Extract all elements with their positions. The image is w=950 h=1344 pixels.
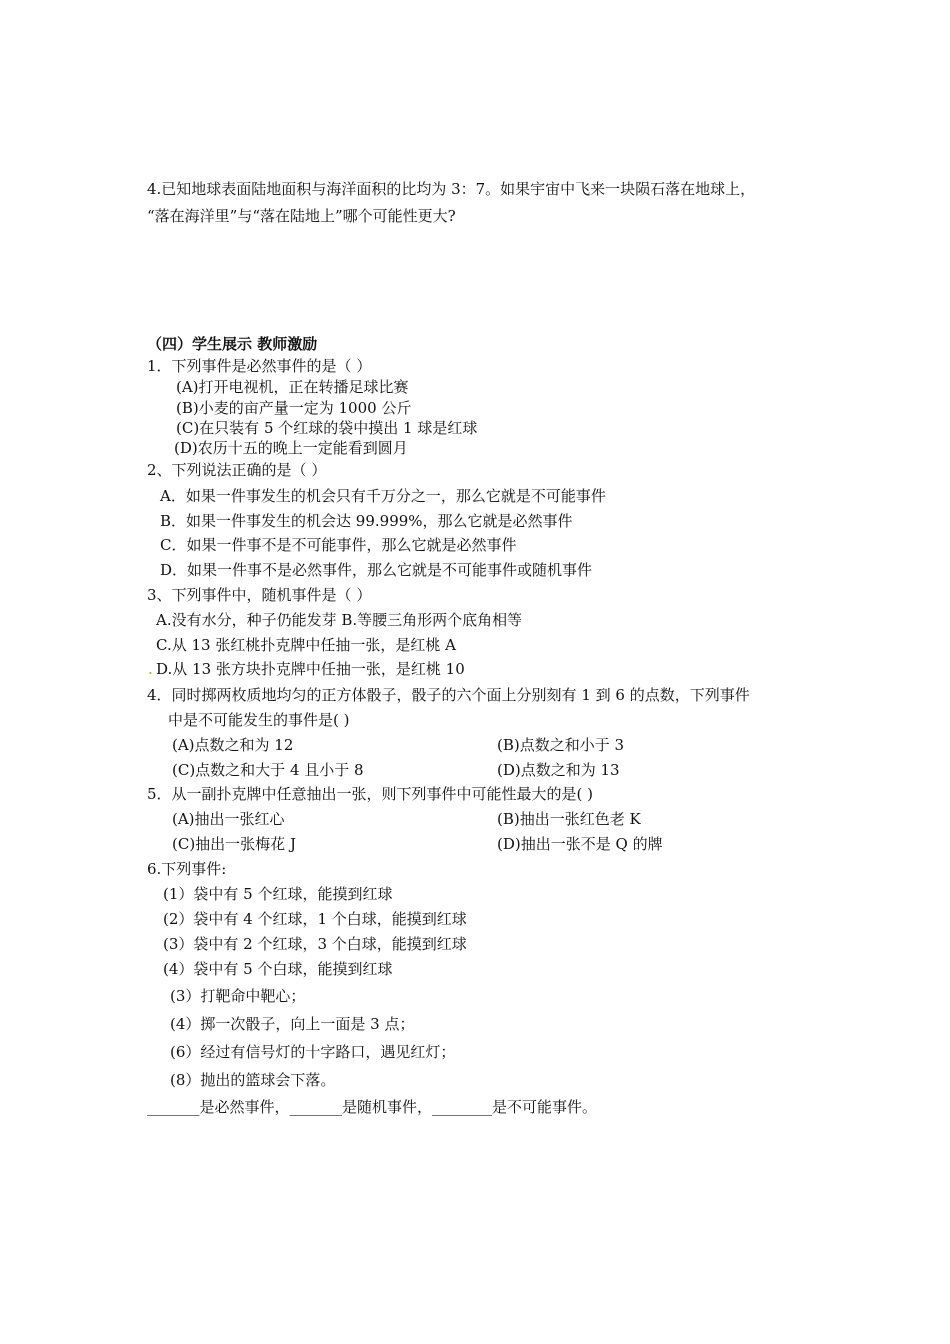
q3-option-c: C.从 13 张红桃扑克牌中任抽一张，是红桃 A — [156, 636, 456, 654]
q5-option-b: (B)抽出一张红色老 K — [497, 810, 641, 828]
q5-option-a: (A)抽出一张红心 — [172, 810, 285, 828]
q4-stem-line2: 中是不可能发生的事件是( ) — [168, 711, 350, 729]
q6-item-7: (6）经过有信号灯的十字路口，遇见红灯； — [170, 1043, 456, 1061]
q5-option-c: (C)抽出一张梅花 J — [172, 835, 296, 853]
q6-item-3: (3）袋中有 2 个红球，3 个白球，能摸到红球 — [163, 935, 467, 953]
q1-option-c: (C)在只装有 5 个红球的袋中摸出 1 球是红球 — [176, 419, 478, 437]
q5-option-d: (D)抽出一张不是 Q 的牌 — [497, 835, 663, 853]
q4-option-a: (A)点数之和为 12 — [172, 736, 294, 754]
q6-item-2: (2）袋中有 4 个红球，1 个白球，能摸到红球 — [163, 910, 467, 928]
q6-item-6: (4）掷一次骰子，向上一面是 3 点； — [170, 1015, 415, 1033]
q5-stem: 5．从一副扑克牌中任意抽出一张，则下列事件中可能性最大的是( ) — [147, 785, 594, 803]
q6-stem: 6.下列事件: — [147, 860, 227, 878]
q1-option-b: (B)小麦的亩产量一定为 1000 公斤 — [176, 399, 412, 417]
q4-intro-line1: 4.已知地球表面陆地面积与海洋面积的比均为 3：7。如果宇宙中飞来一块陨石落在地球上， — [147, 180, 756, 198]
q2-option-a: A．如果一件事发生的机会只有千万分之一，那么它就是不可能事件 — [160, 487, 606, 505]
q2-option-b: B．如果一件事发生的机会达 99.999%，那么它就是必然事件 — [160, 512, 573, 530]
q3-stem: 3、下列事件中，随机事件是（ ） — [147, 586, 372, 604]
q6-answer-line: _______是必然事件，_______是随机事件，________是不可能事件。 — [147, 1098, 598, 1116]
q1-stem: 1．下列事件是必然事件的是（ ） — [147, 357, 372, 375]
q3-option-d: D.从 13 张方块扑克牌中任抽一张，是红桃 10 — [156, 660, 465, 678]
q4-option-d: (D)点数之和为 13 — [497, 761, 620, 779]
q6-item-5: (3）打靶命中靶心； — [170, 987, 306, 1005]
q4-intro-line2: “落在海洋里”与“落在陆地上”哪个可能性更大? — [147, 207, 456, 225]
section-heading: （四）学生展示 教师激励 — [147, 335, 318, 353]
q4-option-b: (B)点数之和小于 3 — [497, 736, 625, 754]
q6-item-4: (4）袋中有 5 个白球，能摸到红球 — [163, 960, 393, 978]
q6-item-8: (8）抛出的篮球会下落。 — [170, 1071, 336, 1089]
q4-option-c: (C)点数之和大于 4 且小于 8 — [172, 761, 364, 779]
mark-dot: . — [148, 660, 153, 678]
q2-option-d: D．如果一件事不是必然事件，那么它就是不可能事件或随机事件 — [160, 561, 593, 579]
q2-option-c: C．如果一件事不是不可能事件，那么它就是必然事件 — [160, 536, 517, 554]
q1-option-d: (D)农历十五的晚上一定能看到圆月 — [174, 439, 408, 457]
q6-item-1: (1）袋中有 5 个红球，能摸到红球 — [163, 885, 393, 903]
q4-stem-line1: 4．同时掷两枚质地均匀的正方体骰子，骰子的六个面上分别刻有 1 到 6 的点数，下列事件 — [147, 686, 750, 704]
q2-stem: 2、下列说法正确的是（ ） — [147, 461, 327, 479]
q3-option-ab: A.没有水分，种子仍能发芽 B.等腰三角形两个底角相等 — [156, 611, 523, 629]
q1-option-a: (A)打开电视机，正在转播足球比赛 — [176, 378, 409, 396]
